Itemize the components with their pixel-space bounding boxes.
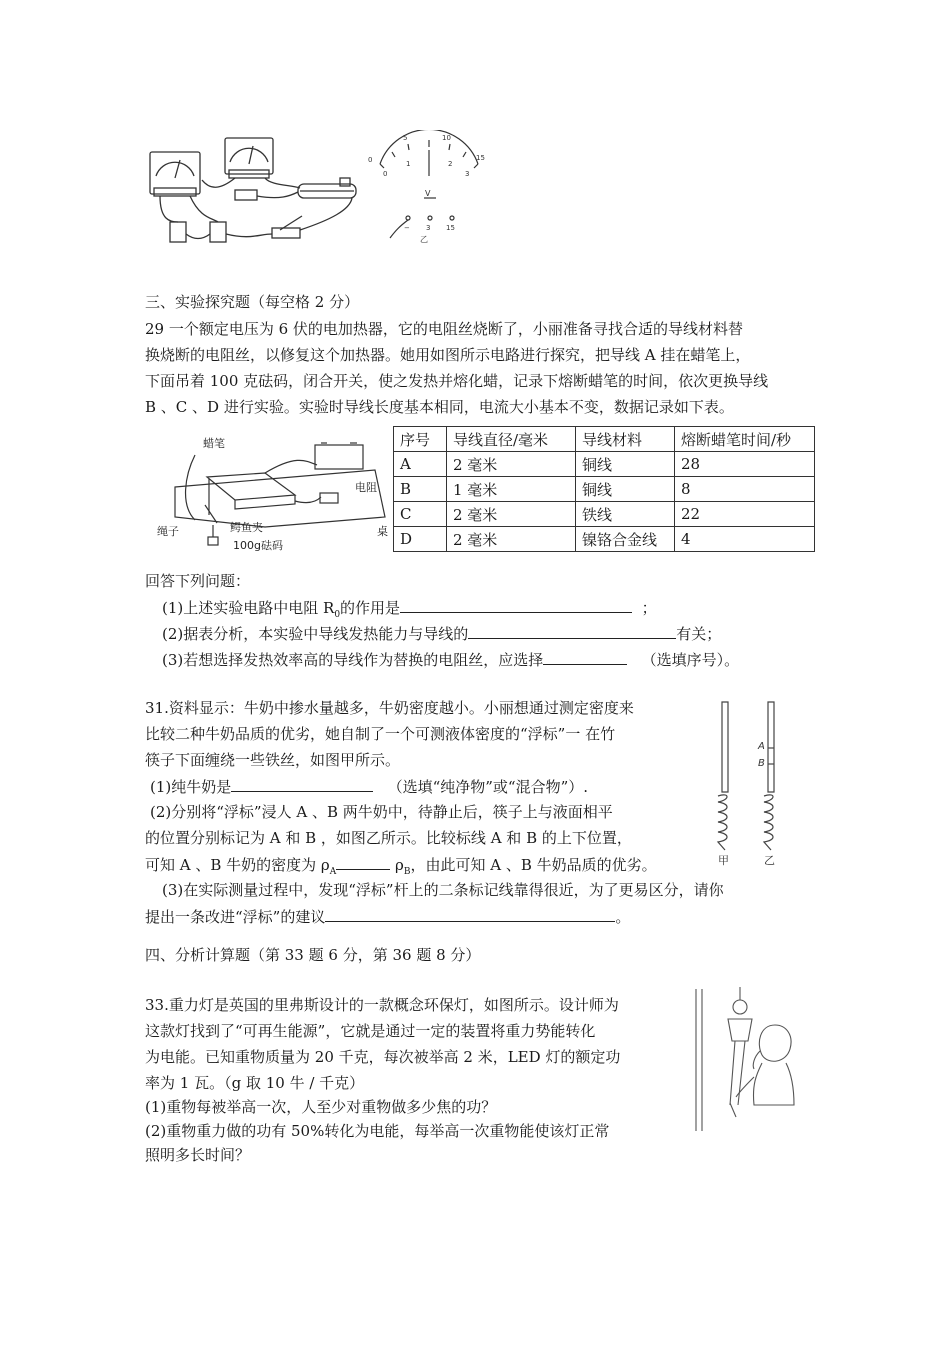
scale-label: 1 <box>406 160 411 168</box>
q29-sub1-prefix: (1)上述实验电路中电阻 R <box>162 599 335 617</box>
answer-blank[interactable] <box>468 622 676 639</box>
table-row <box>394 502 815 527</box>
answer-blank[interactable] <box>400 596 632 613</box>
rho-b: ρ <box>395 856 404 874</box>
answer-blank[interactable] <box>543 648 627 665</box>
table-row <box>394 527 815 552</box>
r0-subscript: 0 <box>334 610 341 620</box>
voltmeter-v-label: V <box>425 189 431 198</box>
table-row <box>394 477 815 502</box>
scale-label: 10 <box>442 134 451 142</box>
q29-line: 29 一个额定电压为 6 伏的电加热器，它的电阻丝烧断了，小丽准备寻找合适的导线材料替 <box>145 320 743 338</box>
scale-label: 2 <box>448 160 453 168</box>
table-label: 桌 <box>377 525 388 538</box>
q31-line: 比较二种牛奶品质的优劣，她自制了一个可测液体密度的“浮标”一 在竹 <box>145 725 616 743</box>
table-cell: 4 <box>675 527 815 552</box>
table-cell: 铜线 <box>576 452 675 477</box>
q29-line: 下面吊着 100 克砝码，闭合开关，使之发热并熔化蜡，记录下熔断蜡笔的时间，依次更换导线 <box>145 372 769 390</box>
table-cell: 8 <box>675 477 815 502</box>
q29-sub2-prefix: (2)据表分析，本实验中导线发热能力与导线的 <box>162 625 469 643</box>
table-cell: A <box>394 452 447 477</box>
q31-line: 筷子下面缠绕一些铁丝，如图甲所示。 <box>145 751 401 769</box>
q31-line: 31.资料显示：牛奶中掺水量越多，牛奶密度越小。小丽想通过测定密度来 <box>145 699 634 717</box>
table-cell: 铜线 <box>576 477 675 502</box>
q31-sub2-line: 的位置分别标记为 A 和 B ，如图乙所示。比较标线 A 和 B 的上下位置， <box>145 829 632 847</box>
q33-line: (1)重物每被举高一次，人至少对重物做多少焦的功？ <box>145 1098 497 1116</box>
circuit-figure <box>140 130 373 250</box>
table-cell: 2 毫米 <box>447 502 576 527</box>
terminal-label: − <box>404 224 410 232</box>
wax-label: 蜡笔 <box>203 437 225 450</box>
q33-line: 这款灯找到了“可再生能源”，它就是通过一定的装置将重力势能转化 <box>145 1022 596 1040</box>
scale-label: 15 <box>476 154 485 162</box>
table-header-cell: 导线直径/毫米 <box>447 427 576 452</box>
q33-line: 照明多长时间？ <box>145 1146 251 1164</box>
weight-label: 100g砝码 <box>233 539 283 552</box>
q29-sub3 <box>162 648 739 671</box>
table-cell: 镍铬合金线 <box>576 527 675 552</box>
table-cell: D <box>394 527 447 552</box>
q31-sub1-end: （选填“纯净物”或“混合物”）. <box>387 778 589 796</box>
table-row <box>394 452 815 477</box>
float-caption-yi: 乙 <box>764 854 775 867</box>
scale-label: 5 <box>403 134 408 142</box>
q31-sub1-prefix: (1)纯牛奶是 <box>150 778 232 796</box>
q29-sub2-end: 有关； <box>676 625 722 643</box>
table-cell: 2 毫米 <box>447 452 576 477</box>
rho-a-subscript: A <box>329 867 337 877</box>
q33-line: 33.重力灯是英国的里弗斯设计的一款概念环保灯，如图所示。设计师为 <box>145 996 619 1014</box>
float-mark-a: A <box>758 741 765 752</box>
wire-data-table <box>393 426 815 552</box>
q31-sub2-prefix: 可知 A 、B 牛奶的密度为 ρ <box>145 856 330 874</box>
table-cell: 2 毫米 <box>447 527 576 552</box>
q29-sub1-end: ； <box>641 599 657 617</box>
q29-sub3-prefix: (3)若想选择发热效率高的导线作为替换的电阻丝，应选择 <box>162 651 544 669</box>
q29-line: 换烧断的电阻丝，以修复这个加热器。她用如图所示电路进行探究，把导线 A 挂在蜡笔上， <box>145 346 751 364</box>
q31-sub2-line: (2)分别将“浮标”浸人 A 、B 两牛奶中，待静止后，筷子上与液面相平 <box>150 803 613 821</box>
section3-title: 三、实验探究题（每空格 2 分） <box>145 293 360 311</box>
table-cell: 22 <box>675 502 815 527</box>
gravity-light-figure <box>690 985 810 1135</box>
q29-sub3-end: （选填序号）。 <box>641 651 740 669</box>
resistor-label: 电阻 <box>355 481 377 494</box>
terminal-label: 3 <box>426 224 431 232</box>
table-header-cell: 熔断蜡笔时间/秒 <box>675 427 815 452</box>
q29-line: B 、C 、D 进行实验。实验时导线长度基本相同，电流大小基本不变，数据记录如下表。 <box>145 398 734 416</box>
float-mark-b: B <box>758 758 765 769</box>
scale-label: 3 <box>465 170 470 178</box>
answer-intro: 回答下列问题： <box>145 572 251 590</box>
table-header-cell: 导线材料 <box>576 427 675 452</box>
terminal-label: 15 <box>446 224 455 232</box>
figure-caption-yi: 乙 <box>420 235 428 244</box>
scale-label: 0 <box>368 156 373 164</box>
table-header-row <box>394 427 815 452</box>
answer-blank[interactable] <box>325 905 615 922</box>
section4-title: 四、分析计算题（第 33 题 6 分，第 36 题 8 分） <box>145 946 481 964</box>
table-cell: C <box>394 502 447 527</box>
rope-label: 绳子 <box>157 525 179 538</box>
table-header-cell: 序号 <box>394 427 447 452</box>
answer-blank[interactable] <box>336 853 390 870</box>
q31-sub3-last <box>145 905 630 928</box>
q31-sub2-end: ，由此可知 A 、B 牛奶品质的优劣。 <box>410 856 657 874</box>
table-cell: 28 <box>675 452 815 477</box>
clip-label: 鳄鱼夹 <box>230 521 263 534</box>
q31-sub3-prefix: 提出一条改进“浮标”的建议 <box>145 908 326 926</box>
table-cell: 铁线 <box>576 502 675 527</box>
voltmeter-dial-figure <box>368 130 488 250</box>
float-caption-jia: 甲 <box>718 854 729 867</box>
q29-sub1-mid: 的作用是 <box>340 599 401 617</box>
q31-sub1 <box>150 775 588 798</box>
wax-experiment-figure <box>145 425 390 555</box>
scale-label: 0 <box>383 170 388 178</box>
q33-line: (2)重物重力做的功有 50%转化为电能，每举高一次重物能使该灯正常 <box>145 1122 610 1140</box>
table-cell: B <box>394 477 447 502</box>
q29-sub2 <box>162 622 721 645</box>
table-cell: 1 毫米 <box>447 477 576 502</box>
q33-line: 为电能。已知重物质量为 20 千克，每次被举高 2 米，LED 灯的额定功 <box>145 1048 621 1066</box>
rho-b-subscript: B <box>403 867 411 877</box>
answer-blank[interactable] <box>231 775 373 792</box>
density-float-figure <box>706 692 806 867</box>
q31-sub3-line: (3)在实际测量过程中，发现“浮标”杆上的二条标记线靠得很近，为了更易区分，请你 <box>162 881 724 899</box>
q33-line: 率为 1 瓦。（g 取 10 牛 / 千克） <box>145 1074 365 1092</box>
q31-sub3-end: 。 <box>615 908 631 926</box>
